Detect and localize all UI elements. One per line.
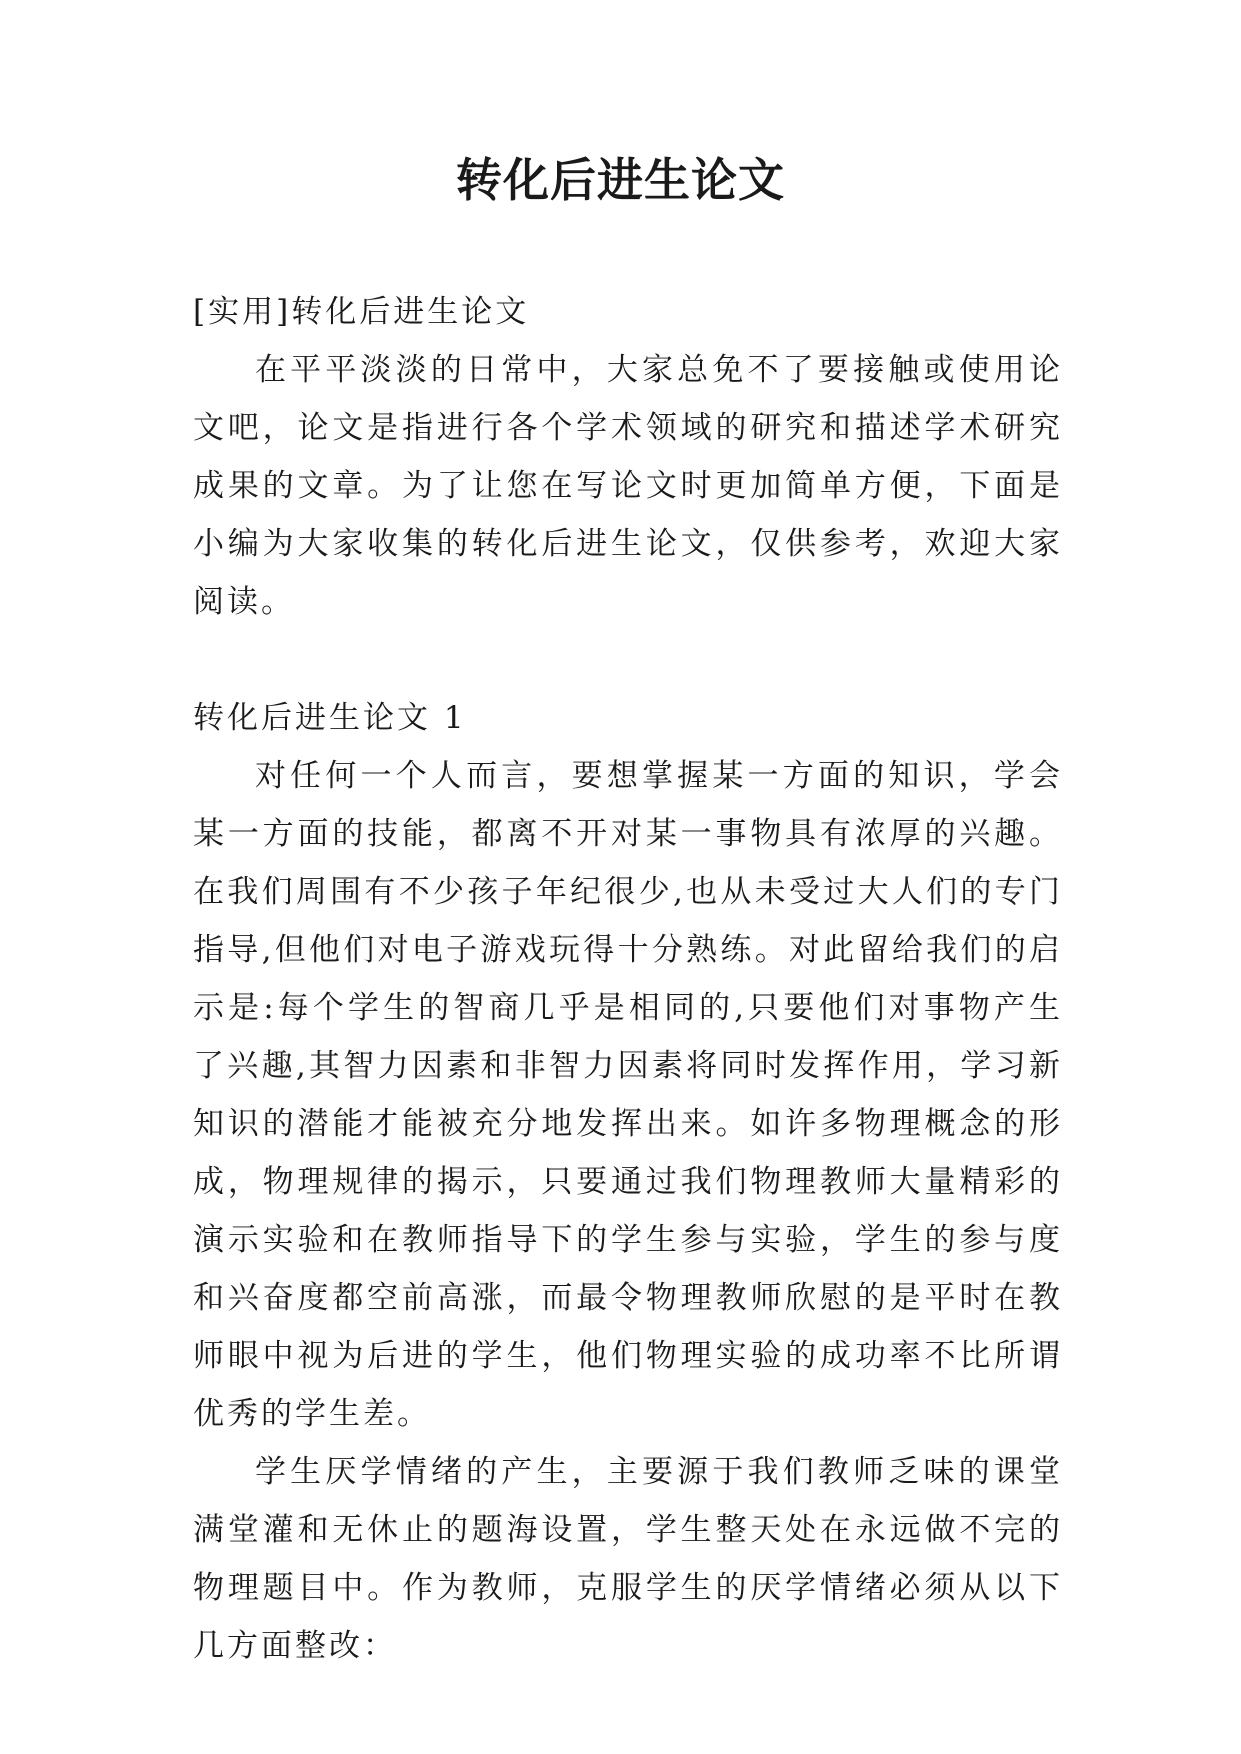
intro-paragraph: 在平平淡淡的日常中，大家总免不了要接触或使用论文吧，论文是指进行各个学术领域的研究和描述学术研究成果的文章。为了让您在写论文时更加简单方便，下面是小编为大家收集的转化后进生论文，仅供参考，欢迎大家阅读。 [193,352,1063,620]
body-paragraph-1: 对任何一个人而言，要想掌握某一方面的知识，学会某一方面的技能，都离不开对某一事物具有浓厚的兴趣。在我们周围有不少孩子年纪很少,也从未受过大人们的专门指导,但他们对电子游戏玩得十分熟练。对此留给我们的启示是:每个学生的智商几乎是相同的,只要他们对事物产生了兴趣,其智力因素和非智力因素将同时发挥作用，学习新知识的潜能才能被充分地发挥出来。如许多物理概念的形成，物理规律的揭示，只要通过我们物理教师大量精彩的演示实验和在教师指导下的学生参与实验，学生的参与度和兴奋度都空前高涨，而最令物理教师欣慰的是平时在教师眼中视为后进的学生，他们物理实验的成功率不比所谓优秀的学生差。 [193,758,1063,1432]
document-body [193,283,1063,1675]
section-heading: 转化后进生论文 1 [193,700,467,736]
document-title: 转化后进生论文 [456,153,785,207]
section-spacer [193,631,1063,689]
body-paragraph-2: 学生厌学情绪的产生，主要源于我们教师乏味的课堂满堂灌和无休止的题海设置，学生整天处在永远做不完的物理题目中。作为教师，克服学生的厌学情绪必须从以下几方面整改： [193,1454,1063,1664]
intro-label: [实用]转化后进生论文 [193,294,530,330]
